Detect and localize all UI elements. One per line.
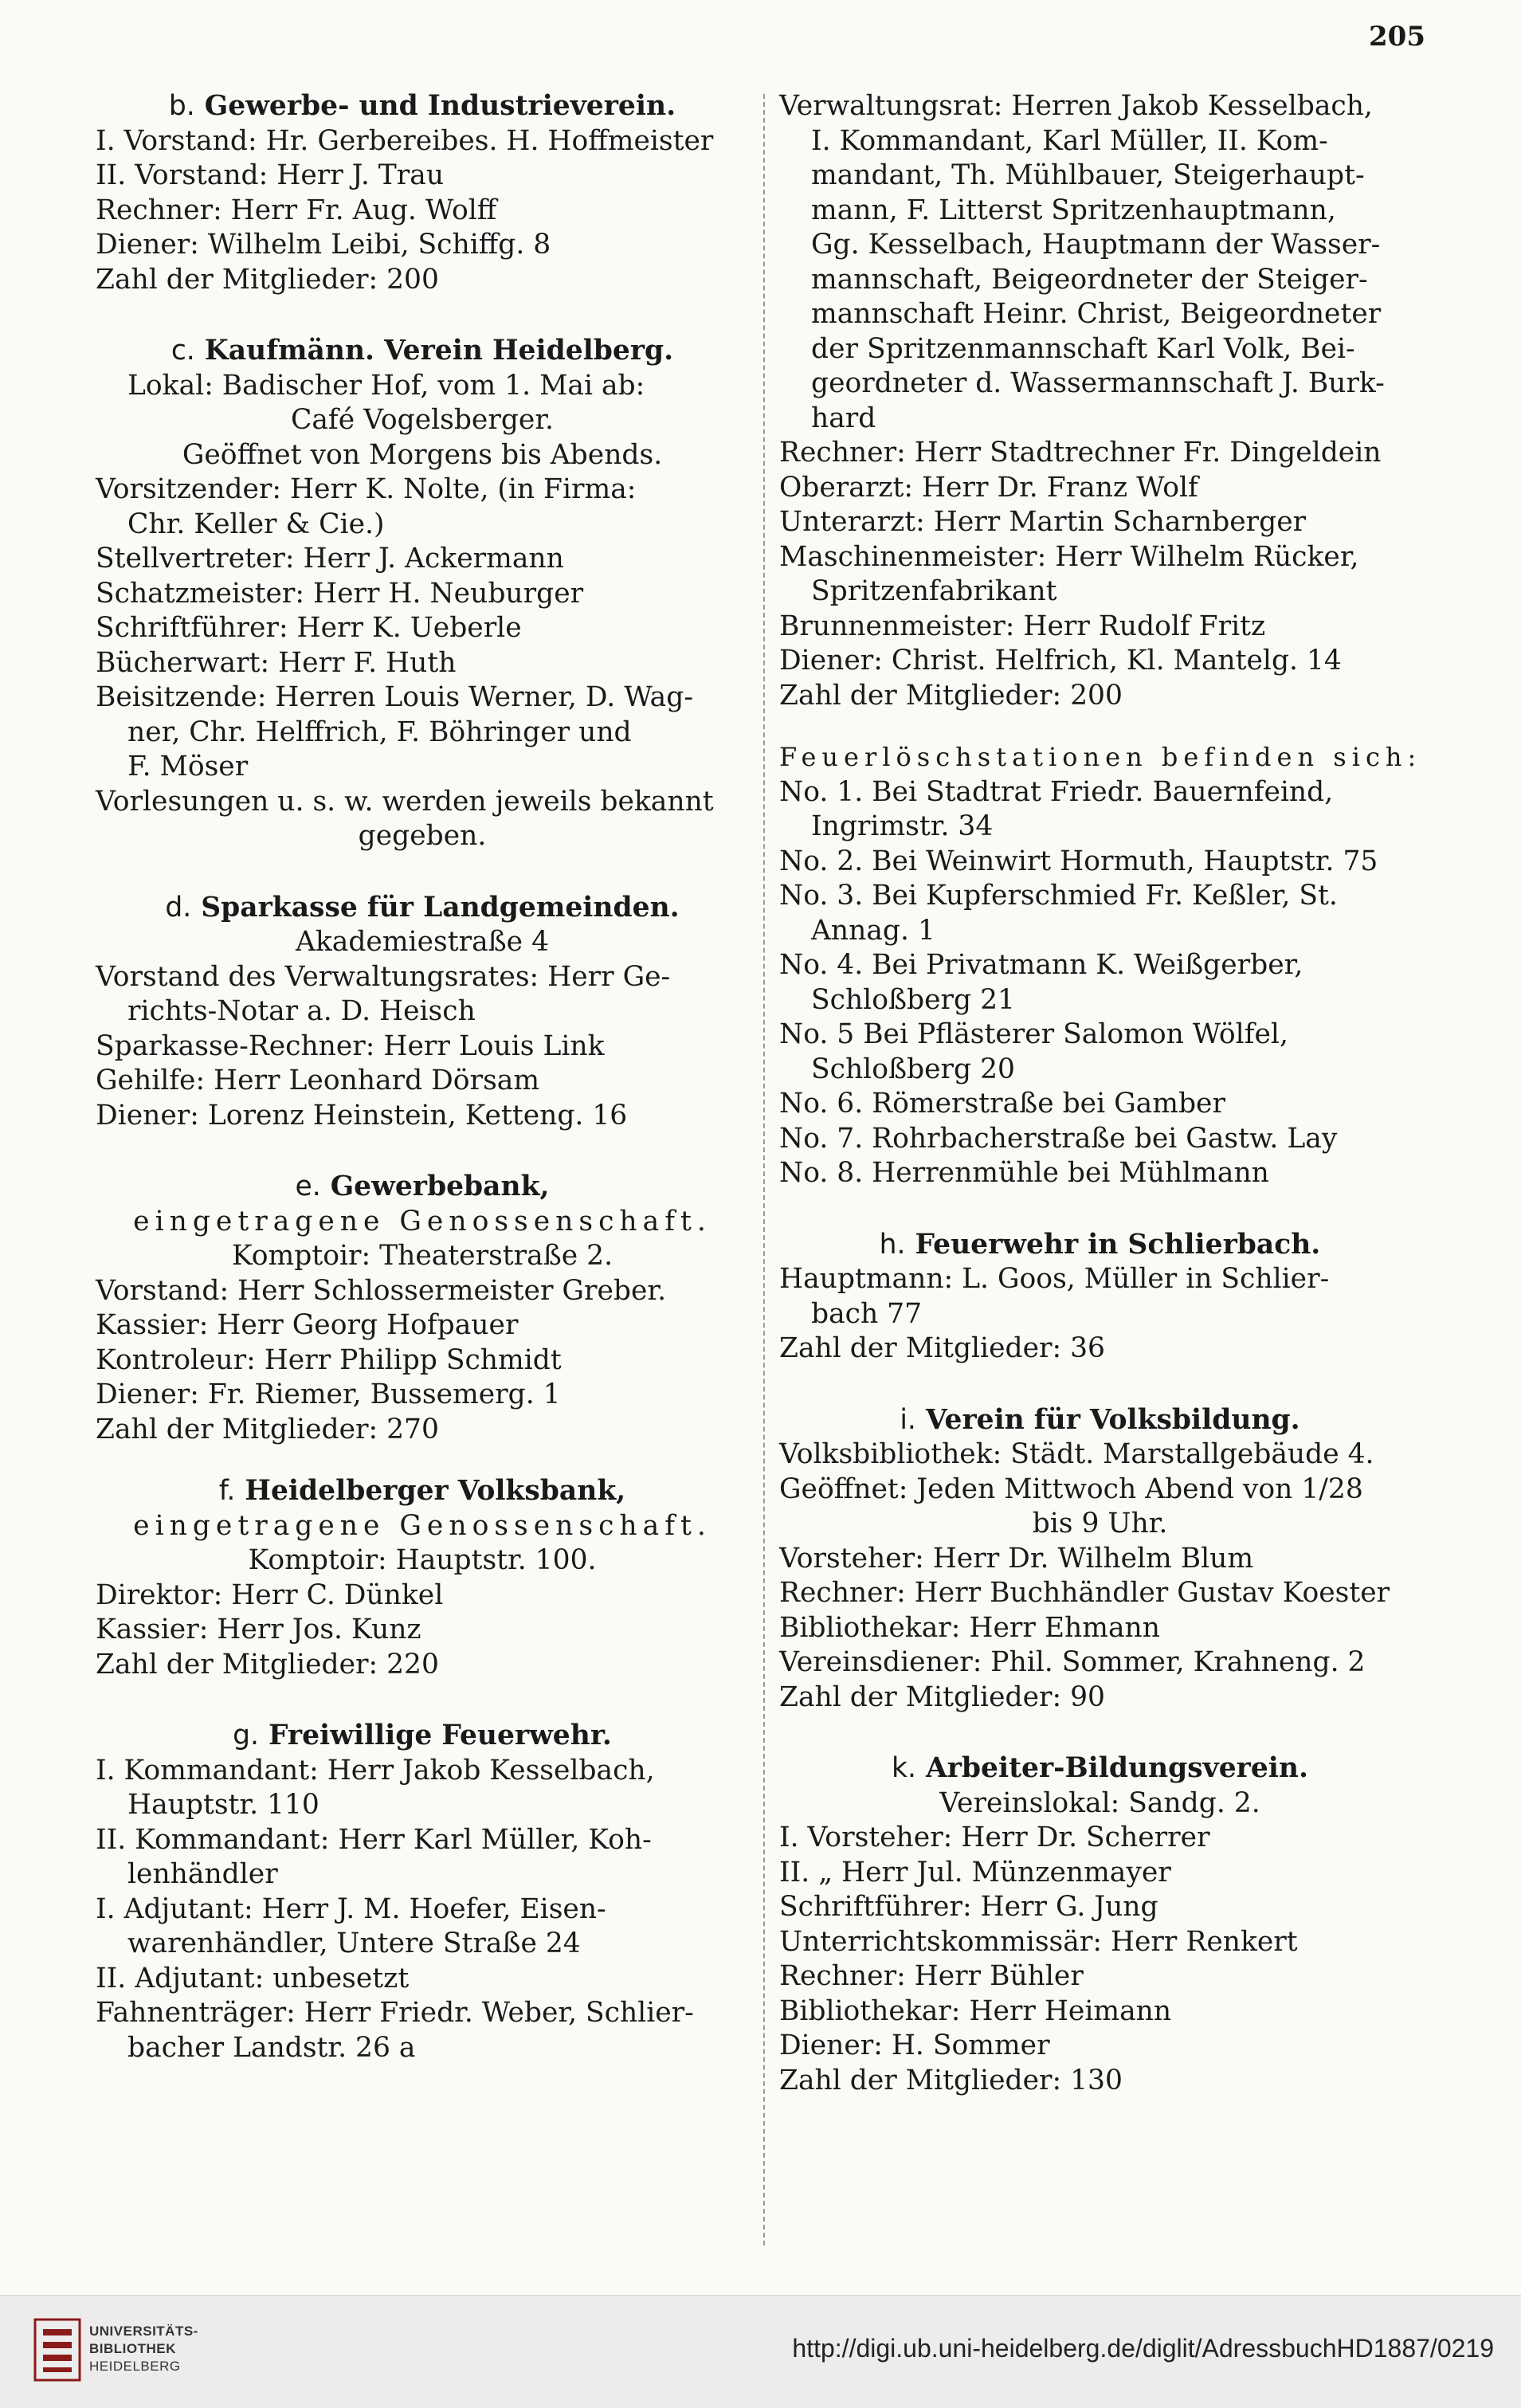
text-line: No. 8. Herrenmühle bei Mühlmann xyxy=(779,1157,1269,1189)
left-column xyxy=(96,89,749,2065)
text-line: lenhändler xyxy=(127,1858,278,1890)
text-line: der Spritzenmannschaft Karl Volk, Bei- xyxy=(811,332,1355,365)
text-line: Unterrichtskommissär: Herr Renkert xyxy=(779,1925,1298,1958)
text-line: Rechner: Herr Bühler xyxy=(779,1960,1084,1992)
section-title: Sparkasse für Landgemeinden. xyxy=(201,891,680,924)
text-line: Zahl der Mitglieder: 90 xyxy=(779,1681,1105,1713)
text-line: Vorlesungen u. s. w. werden jeweils bekannt xyxy=(96,785,714,818)
text-line: No. 3. Bei Kupferschmied Fr. Keßler, St. xyxy=(779,880,1338,912)
text-line: Feuerlöschstationen befinden sich: xyxy=(779,742,1422,772)
text-line: bis 9 Uhr. xyxy=(1032,1508,1168,1539)
section-letter: b. xyxy=(168,90,195,122)
text-line: Zahl der Mitglieder: 200 xyxy=(96,263,439,296)
text-line: I. Kommandant, Karl Müller, II. Kom- xyxy=(811,124,1328,157)
text-line: F. Möser xyxy=(127,751,249,782)
text-line: mannschaft Heinr. Christ, Beigeordneter xyxy=(811,298,1382,330)
text-line: eingetragene Genossenschaft. xyxy=(133,1509,711,1542)
text-line: Bücherwart: Herr F. Huth xyxy=(96,646,457,679)
library-logo-text xyxy=(89,2323,198,2375)
text-line: Vereinsdiener: Phil. Sommer, Krahneng. 2 xyxy=(779,1646,1366,1678)
section-heading xyxy=(779,1751,1421,1786)
text-line: No. 1. Bei Stadtrat Friedr. Bauernfeind, xyxy=(779,775,1334,808)
section-title: Arbeiter-Bildungsverein. xyxy=(925,1752,1308,1784)
section-letter: c. xyxy=(171,335,195,367)
text-line: Akademiestraße 4 xyxy=(295,926,550,958)
text-line: Spritzenfabrikant xyxy=(811,575,1057,607)
text-line: No. 5 Bei Pflästerer Salomon Wölfel, xyxy=(779,1018,1288,1050)
text-line: Schriftführer: Herr G. Jung xyxy=(779,1891,1158,1923)
section-title: Freiwillige Feuerwehr. xyxy=(269,1720,612,1751)
section-heading xyxy=(96,891,749,926)
text-line: Volksbibliothek: Städt. Marstallgebäude 4. xyxy=(779,1438,1374,1470)
text-line: Verwaltungsrat: Herren Jakob Kesselbach, xyxy=(779,90,1373,122)
text-line: Vorsitzender: Herr K. Nolte, (in Firma: xyxy=(96,473,637,505)
text-line: Gg. Kesselbach, Hauptmann der Wasser- xyxy=(811,229,1381,261)
text-line: Stellvertreter: Herr J. Ackermann xyxy=(96,543,564,575)
spacer xyxy=(96,1682,749,1719)
text-line: Beisitzende: Herren Louis Werner, D. Wag- xyxy=(96,681,693,713)
text-line: Komptoir: Theaterstraße 2. xyxy=(231,1240,613,1272)
text-line: Sparkasse-Rechner: Herr Louis Link xyxy=(96,1029,605,1062)
logo-line: BIBLIOTHEK xyxy=(89,2341,176,2356)
text-line: gegeben. xyxy=(358,820,487,852)
section-letter: g. xyxy=(233,1720,259,1751)
text-line: Kassier: Herr Georg Hofpauer xyxy=(96,1309,519,1341)
text-line: Chr. Keller & Cie.) xyxy=(127,508,385,540)
text-line: Schriftführer: Herr K. Ueberle xyxy=(96,612,522,644)
text-line: mann, F. Litterst Spritzenhauptmann, xyxy=(811,194,1336,226)
library-seal-icon xyxy=(33,2318,81,2382)
text-line: Café Vogelsberger. xyxy=(290,404,555,436)
text-line: Schloßberg 21 xyxy=(811,983,1015,1016)
text-line: Zahl der Mitglieder: 270 xyxy=(96,1413,439,1445)
spacer xyxy=(96,297,749,334)
text-line: Rechner: Herr Stadtrechner Fr. Dingeldein xyxy=(779,437,1382,469)
section-title: Gewerbebank, xyxy=(330,1171,550,1202)
section-heading xyxy=(96,1719,749,1754)
spacer xyxy=(779,713,1421,740)
section-heading xyxy=(96,1474,749,1509)
spacer xyxy=(96,854,749,891)
section-title: Verein für Volksbildung. xyxy=(925,1403,1300,1436)
text-line: No. 7. Rohrbacherstraße bei Gastw. Lay xyxy=(779,1122,1338,1155)
text-line: mandant, Th. Mühlbauer, Steigerhaupt- xyxy=(811,159,1365,191)
text-line: Vereinslokal: Sandg. 2. xyxy=(939,1786,1260,1819)
section-title: Heidelberger Volksbank, xyxy=(245,1475,626,1507)
section-letter: i. xyxy=(900,1403,916,1436)
section-letter: k. xyxy=(891,1752,916,1784)
section-heading xyxy=(96,89,749,124)
text-line: Kontroleur: Herr Philipp Schmidt xyxy=(96,1343,562,1376)
section-letter: f. xyxy=(218,1475,236,1507)
section-heading xyxy=(779,1403,1421,1438)
text-line: Komptoir: Hauptstr. 100. xyxy=(248,1544,597,1576)
text-line: Diener: Fr. Riemer, Bussemerg. 1 xyxy=(96,1379,561,1410)
text-line: No. 6. Römerstraße bei Gamber xyxy=(779,1088,1225,1120)
text-line: Schatzmeister: Herr H. Neuburger xyxy=(96,577,584,610)
text-line: hard xyxy=(811,402,876,434)
right-column xyxy=(779,89,1421,2098)
text-line: Gehilfe: Herr Leonhard Dörsam xyxy=(96,1065,540,1096)
viewer-footer xyxy=(0,2295,1521,2408)
text-line: No. 4. Bei Privatmann K. Weißgerber, xyxy=(779,949,1303,981)
text-line: Direktor: Herr C. Dünkel xyxy=(96,1579,444,1611)
text-line: I. Vorsteher: Herr Dr. Scherrer xyxy=(779,1822,1210,1853)
text-line: II. Vorstand: Herr J. Trau xyxy=(96,159,445,191)
text-line: ner, Chr. Helffrich, F. Böhringer und xyxy=(127,716,632,748)
text-line: II. Kommandant: Herr Karl Müller, Koh- xyxy=(96,1823,652,1856)
text-line: richts-Notar a. D. Heisch xyxy=(127,995,476,1027)
text-line: Geöffnet: Jeden Mittwoch Abend von 1/28 xyxy=(779,1473,1363,1505)
section-letter: e. xyxy=(295,1171,321,1202)
page-number: 205 xyxy=(1369,21,1425,53)
section-letter: d. xyxy=(165,891,192,924)
text-line: II. Adjutant: unbesetzt xyxy=(96,1962,410,1994)
text-line: I. Adjutant: Herr J. M. Hoefer, Eisen- xyxy=(96,1892,606,1925)
spacer xyxy=(96,1447,749,1474)
text-line: Schloßberg 20 xyxy=(811,1053,1015,1085)
section-title: Gewerbe- und Industrieverein. xyxy=(204,90,676,122)
text-line: Diener: Lorenz Heinstein, Ketteng. 16 xyxy=(96,1099,628,1131)
text-line: Zahl der Mitglieder: 130 xyxy=(779,2064,1123,2096)
text-line: Bibliothekar: Herr Ehmann xyxy=(779,1611,1160,1644)
logo-line: HEIDELBERG xyxy=(89,2359,181,2374)
column-divider xyxy=(763,94,765,2245)
spacer xyxy=(96,1133,749,1170)
text-line: bach 77 xyxy=(811,1297,923,1330)
text-line: No. 2. Bei Weinwirt Hormuth, Hauptstr. 75 xyxy=(779,845,1378,877)
text-line: Hauptstr. 110 xyxy=(127,1789,319,1821)
section-heading xyxy=(779,1228,1421,1263)
text-line: Annag. 1 xyxy=(811,914,935,947)
section-letter: h. xyxy=(879,1228,906,1261)
text-line: eingetragene Genossenschaft. xyxy=(133,1205,711,1237)
text-line: Vorsteher: Herr Dr. Wilhelm Blum xyxy=(779,1542,1254,1575)
text-line: Rechner: Herr Fr. Aug. Wolff xyxy=(96,194,497,226)
text-line: Rechner: Herr Buchhändler Gustav Koester xyxy=(779,1577,1390,1609)
text-line: Geöffnet von Morgens bis Abends. xyxy=(182,438,663,471)
text-line: Hauptmann: L. Goos, Müller in Schlier- xyxy=(779,1263,1330,1295)
spacer xyxy=(779,1191,1421,1228)
text-line: Diener: Christ. Helfrich, Kl. Mantelg. 14 xyxy=(779,645,1342,677)
text-line: mannschaft, Beigeordneter der Steiger- xyxy=(811,263,1368,296)
text-line: Maschinenmeister: Herr Wilhelm Rücker, xyxy=(779,540,1359,573)
text-line: Oberarzt: Herr Dr. Franz Wolf xyxy=(779,471,1198,504)
text-line: Fahnenträger: Herr Friedr. Weber, Schlier- xyxy=(96,1997,694,2029)
text-line: Bibliothekar: Herr Heimann xyxy=(779,1994,1172,2027)
text-line: Diener: H. Sommer xyxy=(779,2030,1050,2061)
section-heading xyxy=(96,1170,749,1205)
text-line: I. Kommandant: Herr Jakob Kesselbach, xyxy=(96,1754,655,1786)
text-line: II. „ Herr Jul. Münzenmayer xyxy=(779,1856,1171,1888)
text-line: Unterarzt: Herr Martin Scharnberger xyxy=(779,506,1307,538)
text-line: Vorstand des Verwaltungsrates: Herr Ge- xyxy=(96,960,671,993)
text-line: Diener: Wilhelm Leibi, Schiffg. 8 xyxy=(96,229,551,261)
section-title: Kaufmänn. Verein Heidelberg. xyxy=(204,335,674,367)
text-line: Brunnenmeister: Herr Rudolf Fritz xyxy=(779,610,1266,642)
text-line: Zahl der Mitglieder: 200 xyxy=(779,679,1123,712)
text-line: I. Vorstand: Hr. Gerbereibes. H. Hoffmeister xyxy=(96,124,714,157)
spacer xyxy=(779,1715,1421,1751)
text-line: bacher Landstr. 26 a xyxy=(127,2031,416,2064)
text-line: Zahl der Mitglieder: 36 xyxy=(779,1332,1105,1364)
text-line: Lokal: Badischer Hof, vom 1. Mai ab: xyxy=(127,369,645,402)
text-line: Vorstand: Herr Schlossermeister Greber. xyxy=(96,1274,667,1307)
text-line: warenhändler, Untere Straße 24 xyxy=(127,1928,581,1959)
section-title: Feuerwehr in Schlierbach. xyxy=(915,1228,1321,1261)
logo-line: UNIVERSITÄTS- xyxy=(89,2324,198,2339)
text-line: Ingrimstr. 34 xyxy=(811,810,994,842)
text-line: Zahl der Mitglieder: 220 xyxy=(96,1648,439,1681)
source-url[interactable]: http://digi.ub.uni-heidelberg.de/diglit/AdressbuchHD1887/0219 xyxy=(792,2334,1494,2363)
spacer xyxy=(779,1367,1421,1403)
section-heading xyxy=(96,334,749,369)
text-line: geordneter d. Wassermannschaft J. Burk- xyxy=(811,367,1385,399)
text-line: Kassier: Herr Jos. Kunz xyxy=(96,1614,421,1645)
